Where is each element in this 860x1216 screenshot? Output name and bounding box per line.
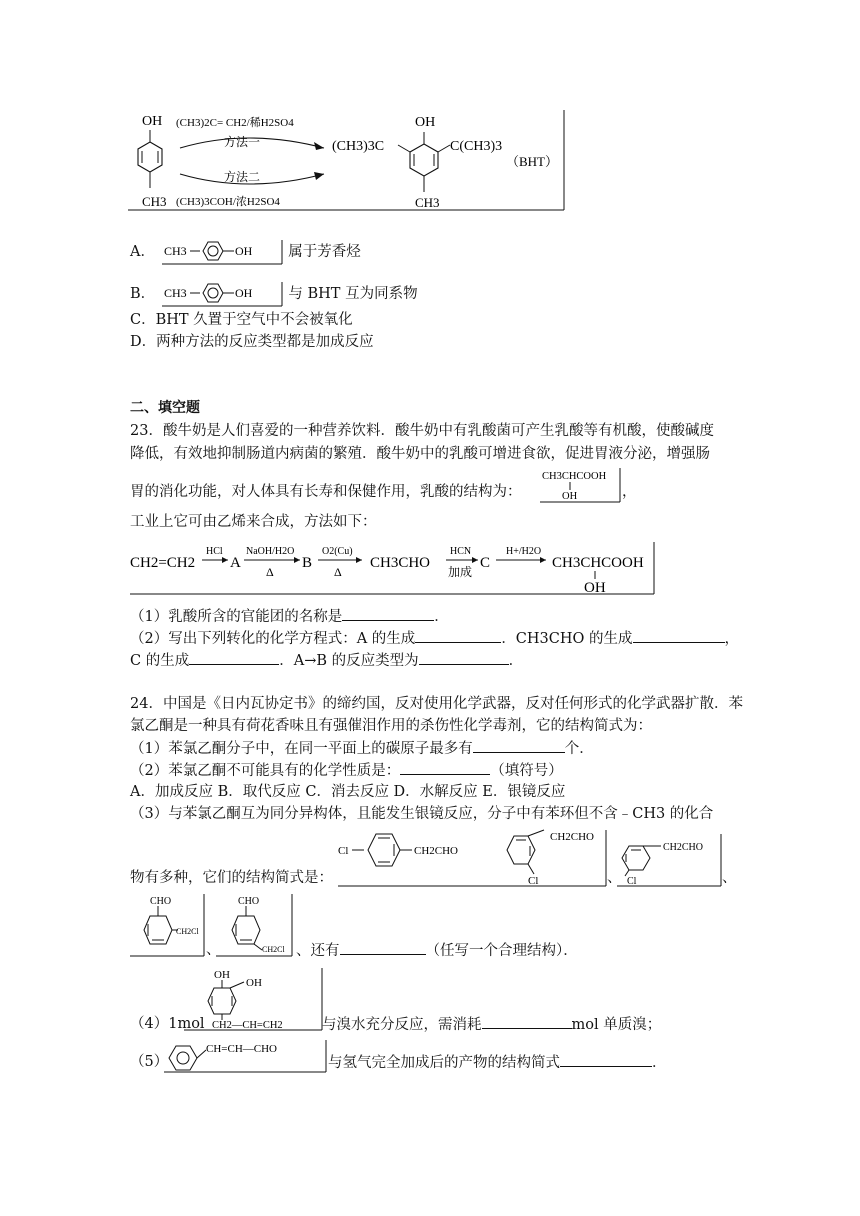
svg-text:Cl: Cl — [528, 875, 539, 887]
section-title: 二、填空题 — [130, 400, 200, 416]
q24-sub2 — [130, 760, 563, 781]
svg-text:CH2CHO: CH2CHO — [414, 845, 459, 857]
q23-sub2-line2 — [130, 650, 523, 671]
q24-sub2-end: （填符号） — [490, 763, 563, 779]
isomer-benzyl-chloride-ortho — [128, 890, 208, 962]
option-b-label: B． — [130, 286, 156, 302]
q23-line3-end: ， — [622, 484, 637, 500]
option-b — [130, 280, 418, 308]
svg-text:CH3: CH3 — [163, 244, 187, 258]
answer-blank[interactable] — [633, 628, 725, 643]
q24-sub3: （3）与苯氯乙酮互为同分异构体，且能发生银镜反应，分子中有苯环但不含﹣CH3 的化合 — [130, 806, 714, 822]
option-d: D．两种方法的反应类型都是加成反应 — [130, 334, 374, 350]
isomer-para-structure — [336, 826, 496, 892]
q23-sub2-c: ， — [724, 631, 740, 647]
answer-blank[interactable] — [473, 738, 565, 753]
answer-blank[interactable] — [482, 1014, 572, 1029]
svg-text:CH3CHCOOH: CH3CHCOOH — [552, 555, 644, 571]
q24-sub4-end: mol 单质溴； — [571, 1017, 662, 1033]
option-a — [130, 238, 361, 266]
option-a-label: A． — [130, 244, 155, 260]
option-a-text: 属于芳香烃 — [288, 244, 361, 260]
separator: 、 — [206, 942, 221, 958]
q23-line2: 降低，有效地抑制肠道内病菌的繁殖．酸牛奶中的乳酸可增进食欲，促进胃液分泌，增强肠 — [130, 446, 710, 462]
reactant-ch3-label: CH3 — [142, 194, 167, 209]
svg-text:OH: OH — [234, 244, 252, 258]
p-cresol-inline-b — [160, 280, 284, 308]
svg-text:OH: OH — [214, 969, 230, 981]
product-left-group: (CH3)3C — [332, 139, 385, 154]
eugenol-like-structure — [184, 966, 326, 1036]
svg-text:O2(Cu): O2(Cu) — [322, 546, 353, 557]
answer-blank[interactable] — [189, 650, 279, 665]
option-b-text: 与 BHT 互为同系物 — [288, 286, 418, 302]
bht-synthesis-scheme — [128, 108, 568, 212]
method-one-label: 方法一 — [224, 135, 261, 149]
isomer-benzyl-chloride-meta — [214, 890, 296, 962]
answer-blank[interactable] — [340, 940, 426, 955]
q24-sub1-text: （1）苯氯乙酮分子中，在同一平面上的碳原子最多有 — [130, 741, 473, 757]
svg-text:OH: OH — [246, 977, 262, 989]
q24-sub3-line2 — [130, 868, 333, 888]
svg-text:H+/H2O: H+/H2O — [506, 546, 542, 557]
answer-blank[interactable] — [400, 760, 490, 775]
q24-sub5-text: 与氢气完全加成后的产物的结构简式 — [328, 1055, 560, 1071]
svg-text:CHO: CHO — [150, 896, 172, 907]
q24-options: A．加成反应 B．取代反应 C．消去反应 D．水解反应 E．银镜反应 — [130, 784, 566, 800]
q24-sub4-text: 与溴水充分反应，需消耗 — [322, 1017, 482, 1033]
svg-text:CH2Cl: CH2Cl — [262, 945, 285, 954]
svg-text:HCN: HCN — [450, 546, 472, 557]
svg-text:NaOH/H2O: NaOH/H2O — [246, 546, 295, 557]
lactic-acid-structure — [540, 466, 624, 508]
q23-sub2-d: C 的生成 — [130, 653, 190, 669]
answer-blank[interactable] — [560, 1052, 652, 1067]
svg-text:OH: OH — [562, 491, 578, 502]
svg-text:CH2Cl: CH2Cl — [176, 927, 199, 936]
q23-line4: 工业上它可由乙烯来合成，方法如下： — [130, 514, 377, 530]
svg-text:HCl: HCl — [206, 546, 223, 557]
q24-sub3-end — [296, 940, 578, 961]
svg-text:Cl: Cl — [627, 876, 637, 887]
svg-text:CH=CH—CHO: CH=CH—CHO — [206, 1043, 277, 1055]
q24-sub2-text: （2）苯氯乙酮不可能具有的化学性质是： — [130, 763, 401, 779]
svg-text:CH3: CH3 — [163, 286, 187, 300]
option-c: C．BHT 久置于空气中不会被氧化 — [130, 312, 353, 328]
svg-text:C: C — [480, 555, 491, 571]
svg-text:Cl: Cl — [338, 845, 349, 857]
q23-sub1-end: ． — [434, 609, 449, 625]
q23-sub2-e: ．A→B 的反应类型为 — [279, 653, 419, 669]
product-name: （BHT） — [506, 154, 559, 169]
reagent-bottom: (CH3)3COH/浓H2SO4 — [176, 196, 280, 208]
q24-sub5 — [328, 1052, 667, 1073]
separator: 、 — [607, 870, 622, 886]
product-right-group: C(CH3)3 — [450, 139, 503, 154]
q23-sub1 — [130, 606, 449, 627]
q23-line3-text: 胃的消化功能，对人体具有长寿和保健作用，乳酸的结构为： — [130, 484, 522, 500]
svg-text:Δ: Δ — [334, 565, 342, 579]
q23-sub2-f: ． — [508, 653, 524, 669]
q24-sub3-end-text: 、还有 — [296, 943, 340, 959]
p-cresol-structure — [138, 130, 162, 188]
q24-sub3-line2-text: 物有多种，它们的结构简式是： — [130, 870, 333, 886]
q24-line2: 氯乙酮是一种具有荷花香味且有强催泪作用的杀伤性化学毒剂，它的结构简式为： — [130, 718, 652, 734]
q24-sub5-pre: （5） — [130, 1054, 169, 1070]
q24-sub1 — [130, 738, 594, 759]
svg-text:A: A — [230, 555, 241, 571]
product-ch3-label: CH3 — [415, 195, 440, 210]
q24-sub4 — [322, 1014, 661, 1035]
lactic-synthesis-route — [128, 538, 658, 600]
q24-sub3-end2: （任写一个合理结构）． — [425, 943, 578, 959]
svg-text:B: B — [302, 555, 313, 571]
product-oh-label: OH — [415, 115, 436, 130]
svg-text:CHO: CHO — [238, 896, 260, 907]
svg-text:OH: OH — [584, 580, 606, 596]
q23-sub2-b: ．CH3CHO 的生成 — [501, 631, 633, 647]
isomer-meta-structure — [617, 832, 725, 892]
answer-blank[interactable] — [415, 628, 501, 643]
bht-structure — [398, 132, 450, 192]
svg-text:Δ: Δ — [266, 565, 274, 579]
method-two-label: 方法二 — [224, 170, 261, 184]
svg-text:加成: 加成 — [448, 565, 473, 579]
svg-text:CH2—CH=CH2: CH2—CH=CH2 — [212, 1020, 283, 1031]
q23-sub1-text: （1）乳酸所含的官能团的名称是 — [130, 609, 343, 625]
q23-sub2-a: （2）写出下列转化的化学方程式：A 的生成 — [130, 631, 416, 647]
q24-sub1-end: 个． — [564, 741, 594, 757]
svg-text:CH2CHO: CH2CHO — [550, 831, 595, 843]
svg-text:CH2=CH2: CH2=CH2 — [130, 555, 196, 571]
q24-sub5-end: ． — [652, 1055, 667, 1071]
q24-line1: 24．中国是《日内瓦协定书》的缔约国，反对使用化学武器，反对任何形式的化学武器扩散．苯 — [130, 696, 743, 712]
answer-blank[interactable] — [419, 650, 509, 665]
svg-text:CH3CHCOOH: CH3CHCOOH — [542, 471, 607, 482]
p-cresol-inline-a — [160, 238, 284, 266]
cinnamaldehyde-structure — [164, 1038, 328, 1078]
reagent-top: (CH3)2C= CH2/稀H2SO4 — [176, 117, 294, 129]
answer-blank[interactable] — [342, 606, 434, 621]
svg-text:CH2CHO: CH2CHO — [663, 842, 704, 853]
svg-text:CH3CHO: CH3CHO — [370, 555, 431, 571]
svg-text:OH: OH — [234, 286, 253, 300]
q23-line3 — [130, 482, 522, 502]
q24-sub4-pre: （4）1mol — [130, 1016, 205, 1032]
reactant-oh-label: OH — [142, 114, 163, 129]
q23-line1: 23．酸牛奶是人们喜爱的一种营养饮料．酸牛奶中有乳酸菌可产生乳酸等有机酸，使酸碱度 — [130, 423, 714, 439]
separator: 、 — [722, 870, 737, 886]
isomer-ortho-structure — [494, 826, 610, 892]
q23-sub2 — [130, 628, 739, 649]
